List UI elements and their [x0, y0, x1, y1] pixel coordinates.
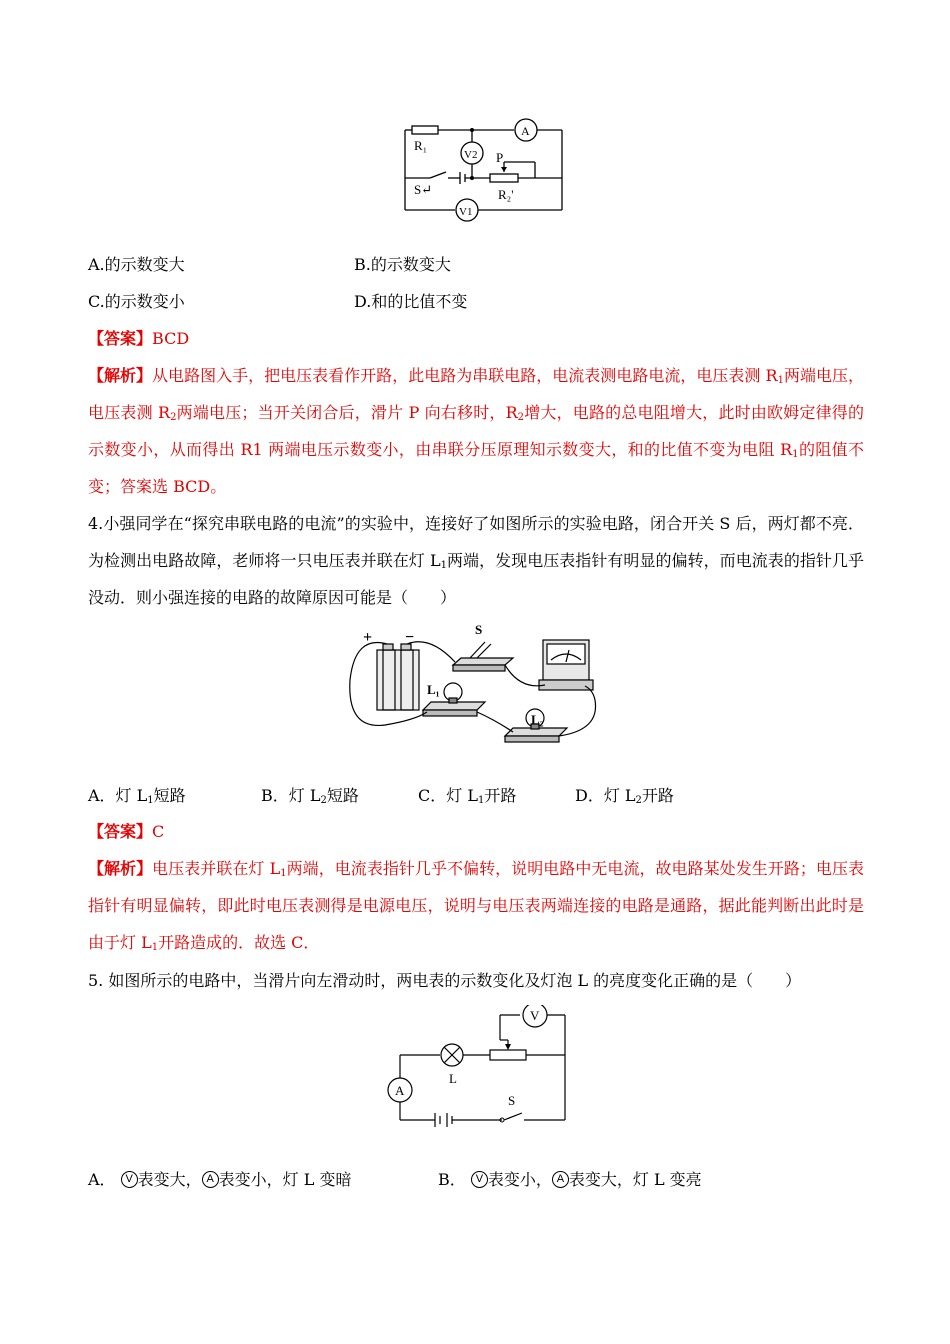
fig3-voltmeter-label: V — [530, 1008, 540, 1023]
q5-option-b: B． V 表变小， A 表变大，灯 L 变亮 — [438, 1170, 702, 1189]
q4-answer: 【答案】C — [88, 822, 165, 841]
fig1-p-label: P — [496, 150, 504, 165]
q4-stem: 4.小强同学在“探究串联电路的电流”的实验中，连接好了如图所示的实验电路，闭合开关 S 后，两灯都不亮．为检测出电路故障，老师将一只电压表并联在灯 $L_1$两端，发现电压表指针有明显的偏转，而电流表的指针几乎没动．则小强连接的电路的故障原因可能是（ ） — [88, 514, 864, 607]
q4-option-c: C．灯 $L_1$开路 — [418, 786, 517, 806]
q3-option-c: C.的示数变小 — [88, 292, 185, 311]
fig1-v1-label: V1 — [459, 206, 473, 218]
q3-answer — [88, 329, 189, 349]
q4-analysis: 【解析】电压表并联在灯 $L_1$两端，电流表指针几乎不偏转，说明电路中无电流，故电路某处发生开路；电压表指针有明显偏转，即此时电压表测得是电源电压，说明与电压表两端连接的电路是通路，据此能判断出此时是由于灯 $L_1$开路造成的．故选 C． — [88, 859, 864, 953]
voltmeter-icon: V — [121, 1171, 138, 1188]
voltmeter-icon: V — [471, 1171, 488, 1188]
q4-option-a: A．灯 $L_1$短路 — [88, 786, 186, 806]
fig1-ammeter-label: A — [521, 124, 530, 138]
fig1-r2-label: R₂' — [498, 187, 514, 202]
q3-analysis: 【解析】从电路图入手，把电压表看作开路，此电路为串联电路，电流表测电路电流，电压表测 $R_1$两端电压，电压表测 $R_2$两端电压；当开关闭合后，滑片 P 向右移时，$R_2$增大，电路的总电阻增大，此时由欧姆定律得的示数变小，从而得出 R1 两端电压示数变小，由串联分压原理知示数变大，和的比值不变为电阻 $R_1$的阻值不变；答案选 BCD。 — [88, 366, 864, 496]
switch-s-label: S — [475, 622, 483, 637]
q3-option-d: D.和的比值不变 — [354, 292, 468, 311]
analysis-tag: 【解析】 — [88, 366, 153, 385]
circuit-diagram-3 — [380, 1005, 580, 1135]
q4-option-b: B．灯 $L_2$短路 — [261, 786, 359, 806]
battery-plus-label: + — [363, 629, 373, 646]
fig1-s-label: S↵ — [414, 182, 433, 197]
q4-option-d: D．灯 $L_2$开路 — [575, 786, 674, 806]
lamp-l2-label: L₂ — [531, 712, 544, 727]
fig1-v2-label: V2 — [464, 149, 478, 161]
circuit-diagram-1 — [390, 118, 570, 223]
q5-option-a: A． V 表变大， A 表变小，灯 L 变暗 — [88, 1170, 352, 1189]
fig1-r1-label: R₁ — [414, 138, 428, 153]
ammeter-icon: A — [202, 1171, 219, 1188]
ammeter-icon: A — [552, 1171, 569, 1188]
fig3-lamp-label: L — [449, 1071, 457, 1086]
circuit-diagram-2 — [345, 620, 615, 755]
lamp-l1-label: L₁ — [427, 682, 440, 697]
fig3-ammeter-label: A — [395, 1083, 405, 1098]
answer-tag: 【答案】 — [88, 329, 153, 348]
answer-value: BCD — [152, 329, 190, 348]
q5-stem: 5. 如图所示的电路中，当滑片向左滑动时，两电表的示数变化及灯泡 L 的亮度变化正确的是（ ） — [88, 971, 802, 990]
battery-minus-label: − — [405, 629, 415, 646]
q3-option-b: B.的示数变大 — [354, 255, 451, 274]
fig3-switch-label: S — [508, 1093, 516, 1108]
q3-option-a: A.的示数变大 — [88, 255, 185, 274]
